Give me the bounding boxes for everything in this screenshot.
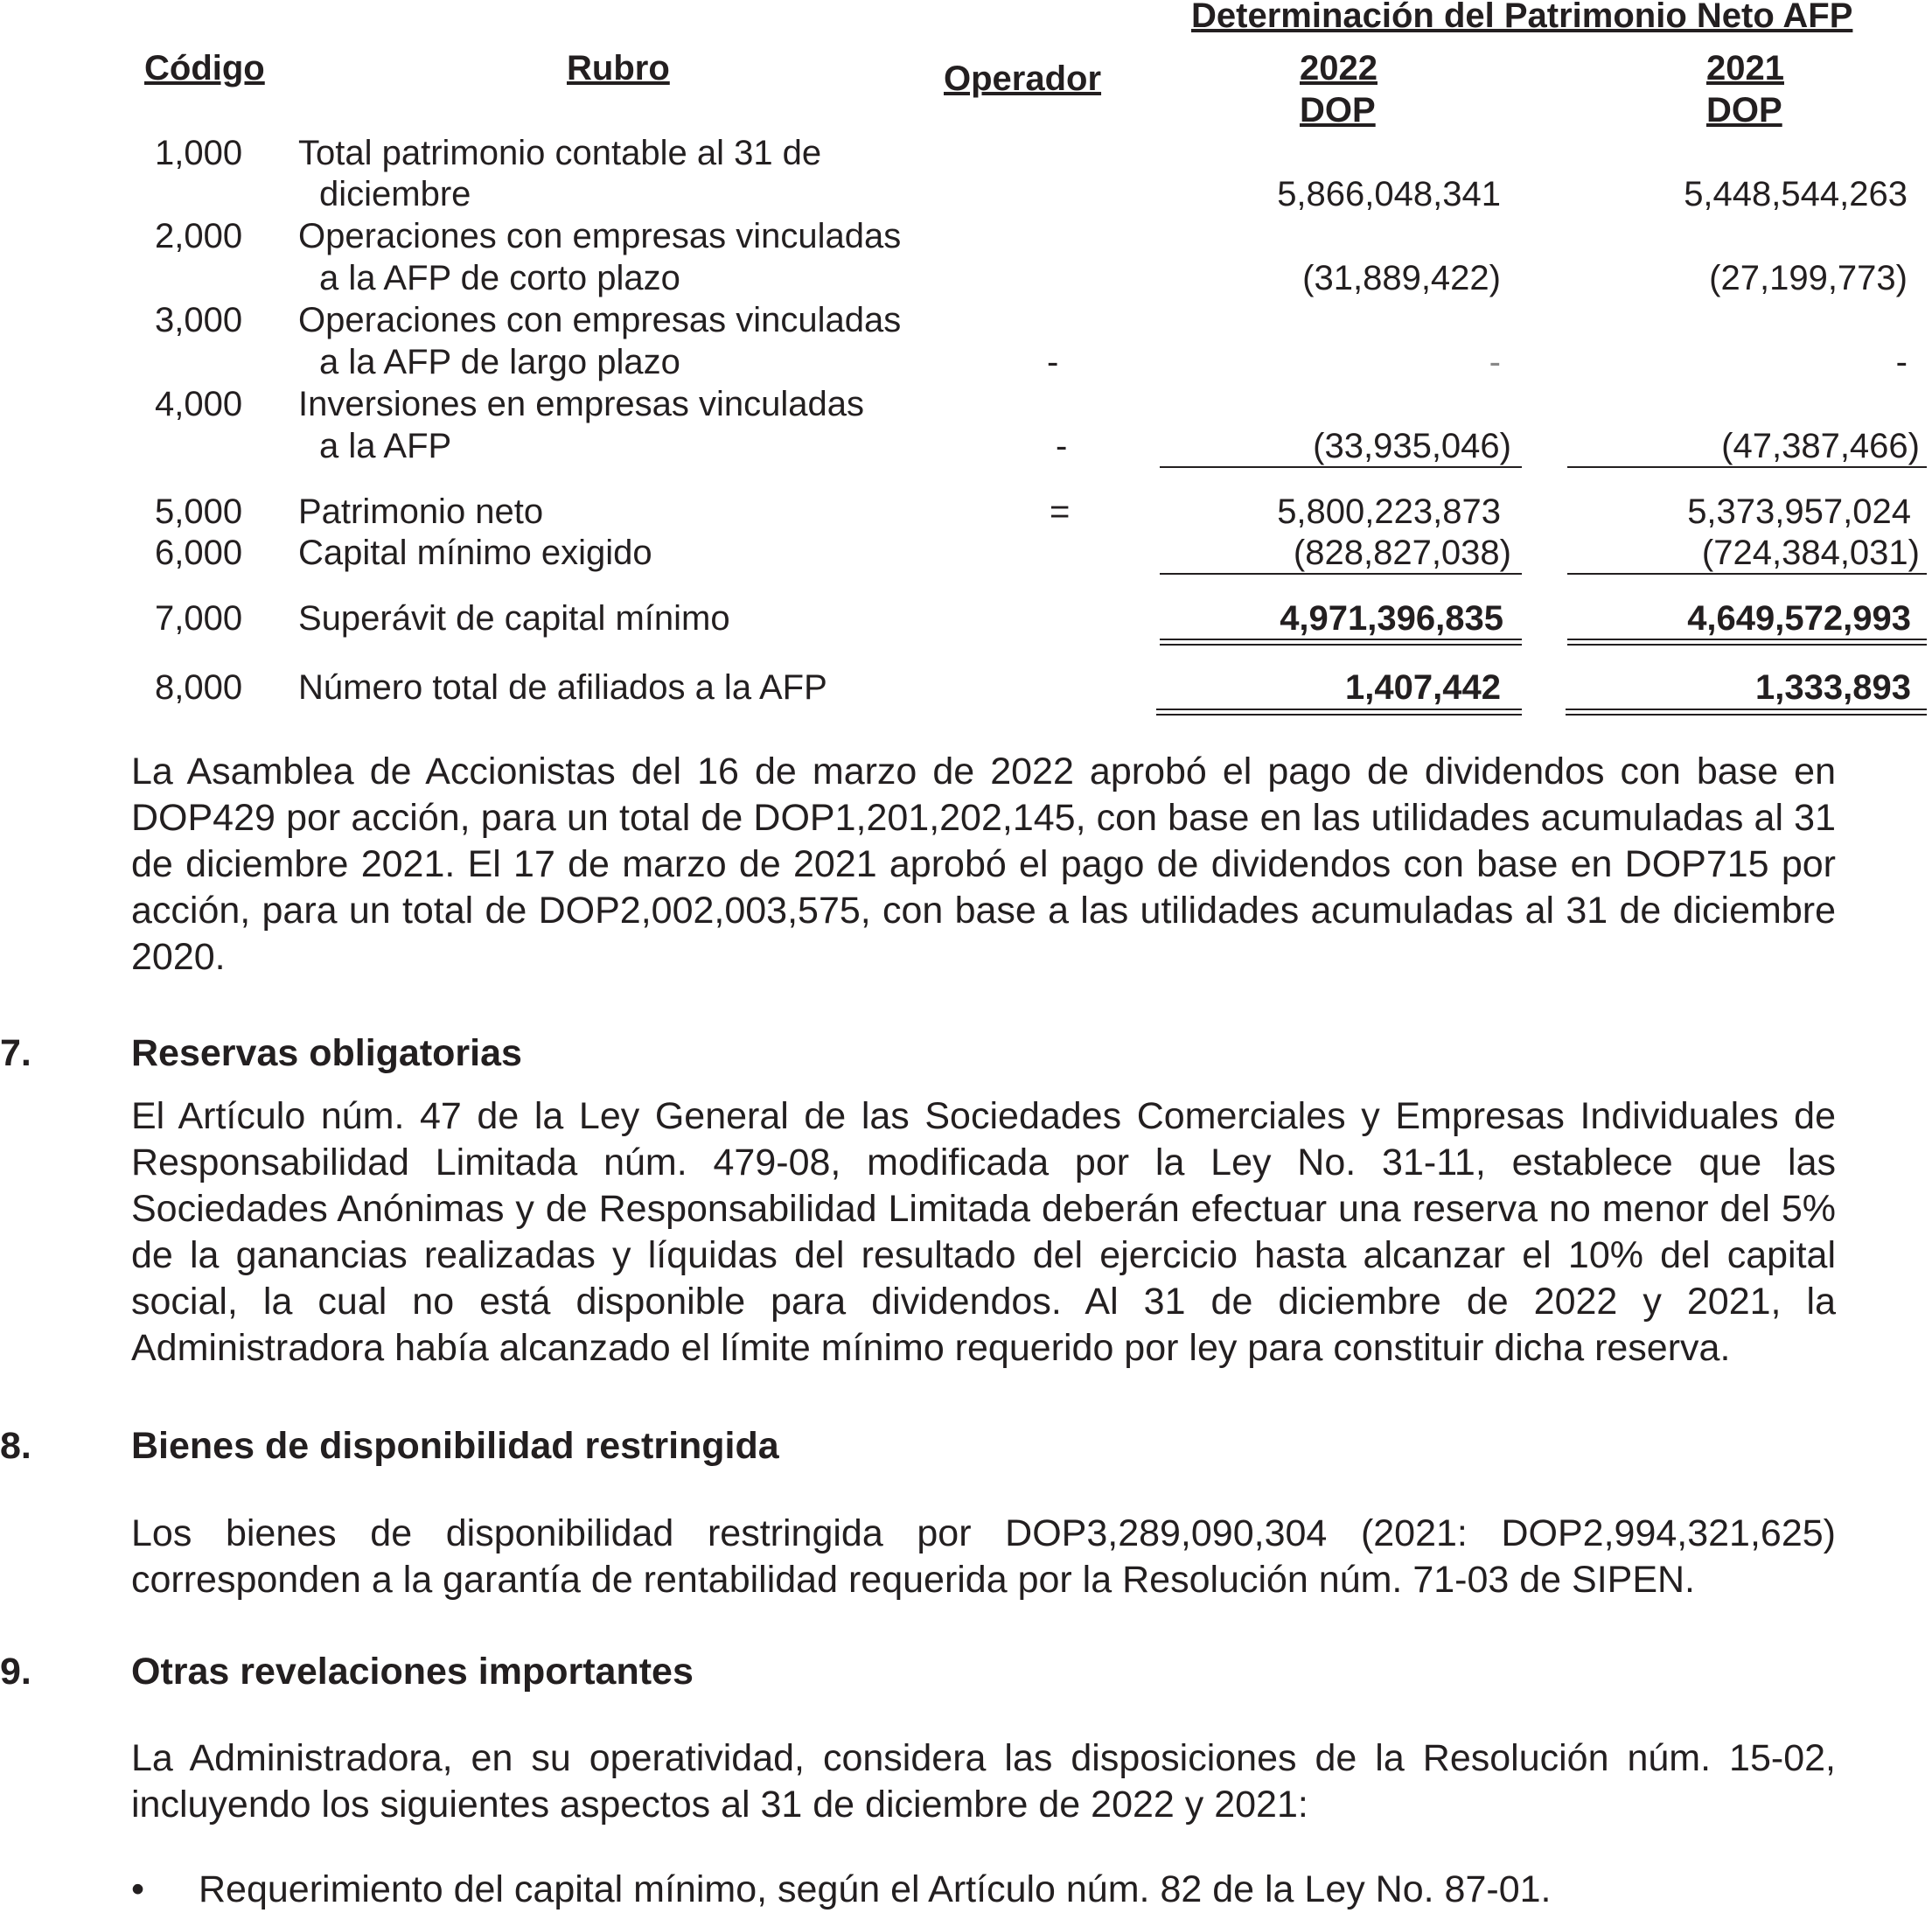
row-value-2021: 4,649,572,993 <box>1687 599 1911 638</box>
row-code: 2,000 <box>155 217 243 255</box>
section-body: El Artículo núm. 47 de la Ley General de las Sociedades Comerciales y Empresas Individuales de Responsabilidad Limitada núm. 479-08, modificada por la Ley No. 31-11, establece que las Sociedades Anónimas y de Responsabilidad Limitada deberán efectuar una reserva no menor del 5% de la ganancias realizadas y líquidas del resultado del ejercicio hasta alcanzar el 10% del capital social, la cual no está disponible para dividendos. Al 31 de diciembre de 2022 y 2021, la Administradora había alcanzado el límite mínimo requerido por ley para constituir dicha reserva. <box>131 1095 1836 1369</box>
subtotal-rule-2022 <box>1160 573 1522 575</box>
row-code: 6,000 <box>155 534 243 572</box>
row-value-2021: (724,384,031) <box>1701 534 1920 572</box>
row-code: 4,000 <box>155 385 243 423</box>
row-code: 5,000 <box>155 492 243 531</box>
row-value-2022: (828,827,038) <box>1293 534 1511 572</box>
total-rule-2021-second <box>1567 644 1927 646</box>
col-header-item: Rubro <box>567 49 670 87</box>
row-label: Operaciones con empresas vinculadas <box>298 217 902 255</box>
row-label-cont: diciembre <box>319 175 471 213</box>
row-value-2021: 5,373,957,024 <box>1687 492 1911 531</box>
row-value-2022: 1,407,442 <box>1345 668 1501 707</box>
col-header-operator: Operador <box>944 59 1102 98</box>
section-title: Bienes de disponibilidad restringida <box>131 1425 779 1467</box>
row-label: Patrimonio neto <box>298 492 544 531</box>
row-label-cont: a la AFP <box>319 427 452 465</box>
row-label-cont: a la AFP de largo plazo <box>319 343 680 381</box>
row-code: 8,000 <box>155 668 243 707</box>
row-label: Capital mínimo exigido <box>298 534 652 572</box>
row-label: Operaciones con empresas vinculadas <box>298 301 902 339</box>
row-value-2021: (27,199,773) <box>1709 259 1908 297</box>
row-value-2021: - <box>1895 343 1908 381</box>
section-number: 7. <box>0 1032 31 1074</box>
total-rule-2022 <box>1160 639 1522 640</box>
col-header-2021-currency: DOP <box>1706 91 1782 129</box>
table-group-header: Determinación del Patrimonio Neto AFP <box>1191 0 1853 35</box>
total-rule-2022-second <box>1156 714 1522 716</box>
row-label-cont: a la AFP de corto plazo <box>319 259 680 297</box>
row-code: 1,000 <box>155 134 243 172</box>
row-operator: = <box>1050 492 1071 531</box>
row-value-2021: (47,387,466) <box>1721 427 1920 465</box>
total-rule-2022 <box>1156 709 1522 710</box>
row-value-2021: 1,333,893 <box>1755 668 1911 707</box>
section-title: Reservas obligatorias <box>131 1032 522 1074</box>
row-label: Inversiones en empresas vinculadas <box>298 385 865 423</box>
section-body: Los bienes de disponibilidad restringida por DOP3,289,090,304 (2021: DOP2,994,321,625) corresponden a la garantía de rentabilidad requerida por la Resolución núm. 71-03 de SIPEN. <box>131 1512 1836 1601</box>
row-value-2021: 5,448,544,263 <box>1684 175 1908 213</box>
total-rule-2021 <box>1566 709 1927 710</box>
bullet-icon: • <box>131 1868 145 1910</box>
row-value-2022: (33,935,046) <box>1313 427 1511 465</box>
total-rule-2021-second <box>1566 714 1927 716</box>
dividends-paragraph: La Asamblea de Accionistas del 16 de marzo de 2022 aprobó el pago de dividendos con base en DOP429 por acción, para un total de DOP1,201,202,145, con base en las utilidades acumuladas al 31 de diciembre 2021. El 17 de marzo de 2021 aprobó el pago de dividendos con base en DOP715 por acción, para un total de DOP2,002,003,575, con base a las utilidades acumuladas al 31 de diciembre 2020. <box>131 751 1836 978</box>
row-label: Total patrimonio contable al 31 de <box>298 134 822 172</box>
row-value-2022: 5,866,048,341 <box>1277 175 1501 213</box>
bullet-text: Requerimiento del capital mínimo, según el Artículo núm. 82 de la Ley No. 87-01. <box>199 1868 1552 1910</box>
section-number: 8. <box>0 1425 31 1467</box>
row-label: Superávit de capital mínimo <box>298 599 730 638</box>
total-rule-2021 <box>1567 639 1927 640</box>
section-number: 9. <box>0 1651 31 1693</box>
row-operator: - <box>1047 343 1059 381</box>
row-code: 3,000 <box>155 301 243 339</box>
row-value-2022: 5,800,223,873 <box>1277 492 1501 531</box>
row-value-2022: - <box>1489 343 1501 381</box>
col-header-2022-currency: DOP <box>1300 91 1376 129</box>
section-body: La Administradora, en su operatividad, considera las disposiciones de la Resolución núm. 15-02, incluyendo los siguientes aspectos al 31 de diciembre de 2022 y 2021: <box>131 1737 1836 1826</box>
row-value-2022: (31,889,422) <box>1302 259 1501 297</box>
section-title: Otras revelaciones importantes <box>131 1651 694 1693</box>
total-rule-2022-second <box>1160 644 1522 646</box>
row-label: Número total de afiliados a la AFP <box>298 668 827 707</box>
row-value-2022: 4,971,396,835 <box>1280 599 1503 638</box>
col-header-2021-year: 2021 <box>1706 49 1784 87</box>
col-header-2022-year: 2022 <box>1300 49 1378 87</box>
subtotal-rule-2021 <box>1567 573 1927 575</box>
row-code: 7,000 <box>155 599 243 638</box>
subtotal-rule-2022 <box>1160 466 1522 468</box>
col-header-code: Código <box>144 49 265 87</box>
subtotal-rule-2021 <box>1567 466 1927 468</box>
row-operator: - <box>1056 427 1068 465</box>
